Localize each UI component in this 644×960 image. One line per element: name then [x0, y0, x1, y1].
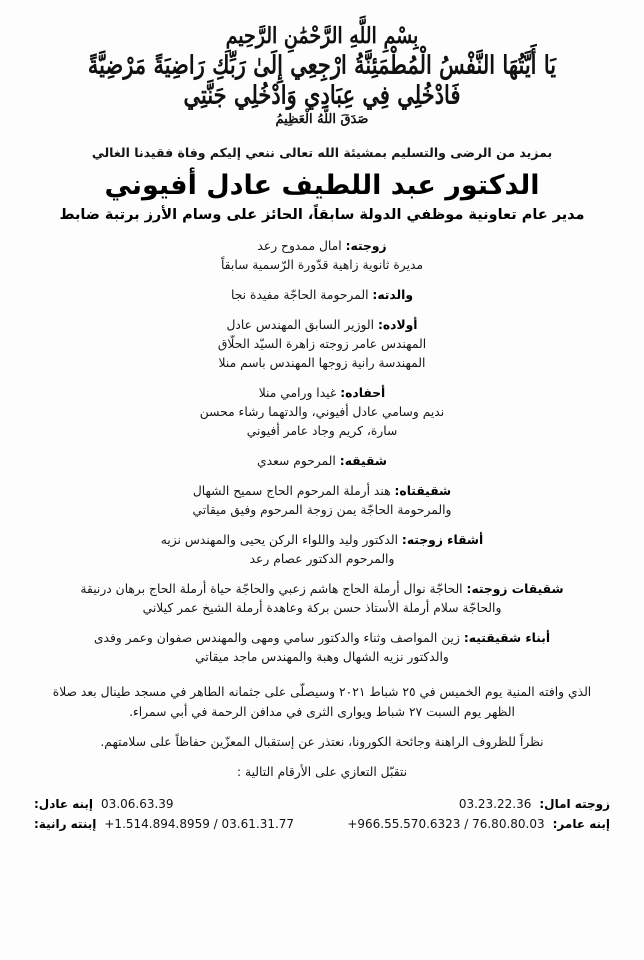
family-section-grandchildren: [34, 384, 610, 441]
quran-attestation-line: صَدَقَ اللَّهُ الْعَظِيمُ: [275, 112, 369, 128]
closing-paragraphs: [36, 682, 608, 784]
family-section-wife: [34, 237, 610, 275]
quran-calligraphy-block: [34, 24, 610, 129]
contacts-list: [34, 793, 610, 831]
section-line: والمرحومة الحاجّة يمن زوجة المرحوم وفيق ميقاتي: [192, 503, 452, 518]
section-line: نديم وسامي عادل أفيوني، والدتهما رشاء محسن: [199, 405, 445, 420]
contact-name: زوجته امال:: [539, 797, 610, 812]
contact-son-adel[interactable]: [34, 797, 174, 811]
section-line: والحاجّة سلام أرملة الأستاذ حسن بركة وعاهدة أرملة الشيخ عمر كيلاني: [142, 601, 502, 616]
section-label: أحفاده:: [340, 385, 386, 400]
section-label: والدته:: [372, 287, 413, 302]
contact-wife[interactable]: [459, 797, 610, 811]
quran-verse-line-1: يَا أَيَّتُهَا النَّفْسُ الْمُطْمَئِنَّةُ ارْجِعِي إِلَىٰ رَبِّكِ رَاضِيَةً مَرْضِيَّةً: [87, 49, 557, 80]
covid-notice-paragraph: نظراً للظروف الراهنة وجائحة الكورونا، نعتذر عن إستقبال المعزّين حفاظاً على سلامتهم.: [100, 735, 544, 750]
section-line: الدكتور وليد واللواء الركن يحيى والمهندس نزيه: [160, 533, 398, 548]
section-line: المرحومة الحاجّة مفيدة نجا: [231, 287, 369, 302]
section-line: والمرحوم الدكتور عصام رعد: [249, 552, 395, 567]
family-section-brother: [34, 452, 610, 471]
contact-daughter-rania[interactable]: [34, 817, 294, 831]
contact-number[interactable]: +966.55.570.6323 / 76.80.80.03: [347, 817, 545, 832]
contact-name: إبنته رانية:: [34, 817, 97, 832]
section-line: الوزير السابق المهندس عادل: [226, 317, 375, 332]
contact-name: إبنه عادل:: [34, 797, 94, 812]
section-line: امال ممدوح رعد: [257, 238, 342, 253]
contact-number[interactable]: +1.514.894.8959 / 03.61.31.77: [104, 817, 295, 832]
section-line: المهندسة رانية زوجها المهندس باسم منلا: [218, 355, 426, 370]
section-label: أبناء شقيقتيه:: [463, 631, 551, 646]
family-section-wife-sisters: [34, 580, 610, 618]
deceased-title: مدير عام تعاونية موظفي الدولة سابقاً، الحائز على وسام الأرز برتبة ضابط: [59, 206, 585, 223]
section-label: شقيقه:: [339, 454, 387, 469]
contact-row: [34, 817, 610, 831]
section-line: هند أرملة المرحوم الحاج سميح الشهال: [192, 484, 391, 499]
basmala-line: بِسْمِ اللَّهِ الرَّحْمَٰنِ الرَّحِيمِ: [225, 23, 419, 49]
contact-son-amer[interactable]: [347, 817, 610, 831]
section-label: شقيقتاه:: [394, 484, 452, 499]
family-section-mother: [34, 286, 610, 305]
deceased-name: الدكتور عبد اللطيف عادل أفيوني: [104, 169, 540, 201]
family-section-nephews: [34, 629, 610, 667]
contact-number[interactable]: 03.06.63.39: [101, 797, 174, 812]
section-line: المهندس عامر زوجته زاهرة السيّد الحلّاق: [217, 336, 427, 351]
family-section-wife-brothers: [34, 531, 610, 569]
section-label: أشقاء زوجته:: [401, 533, 484, 548]
section-label: زوجته:: [345, 238, 387, 253]
section-line: والدكتور نزيه الشهال وهبة والمهندس ماجد ميقاتي: [195, 650, 449, 665]
family-section-sisters: [34, 482, 610, 520]
section-line: زين المواصف وثناء والدكتور سامي ومهى والمهندس صفوان وعمر وفدى: [93, 631, 460, 646]
contact-name: إبنه عامر:: [552, 817, 610, 832]
section-line: سارة، كريم وجاد عامر أفيوني: [246, 424, 398, 439]
family-section-children: [34, 316, 610, 373]
section-line: الحاجّة نوال أرملة الحاج هاشم زعبي والحاجّة حياة أرملة الحاج برهان درنيقة: [80, 582, 463, 597]
section-line: المرحوم سعدي: [257, 454, 336, 469]
contact-row: [34, 797, 610, 811]
section-line: مديرة ثانوية زاهية قدّورة الرّسمية سابقاً: [220, 257, 424, 272]
announcement-intro: بمزيد من الرضى والتسليم بمشيئة الله تعالى ننعي إليكم وفاة فقيدنا الغالي: [91, 144, 553, 160]
funeral-details-paragraph: الذي وافته المنية يوم الخميس في ٢٥ شباط ٢٠٢١ وسيصلّى على جثمانه الطاهر في مسجد طينال بعد صلاة الظهر يوم السبت ٢٧ شباط ويوارى الثرى في مدافن الرحمة في أبي سمراء.: [52, 684, 592, 720]
contact-number[interactable]: 03.23.22.36: [458, 797, 532, 812]
section-label: شقيقات زوجته:: [466, 582, 564, 597]
section-line: غيدا ورامي منلا: [258, 385, 337, 400]
quran-verse-line-2: فَادْخُلِي فِي عِبَادِي وَادْخُلِي جَنَّتِي: [183, 79, 461, 110]
section-label: أولاده:: [377, 317, 418, 332]
condolences-intro-paragraph: نتقبّل التعازي على الأرقام التالية :: [236, 765, 408, 780]
